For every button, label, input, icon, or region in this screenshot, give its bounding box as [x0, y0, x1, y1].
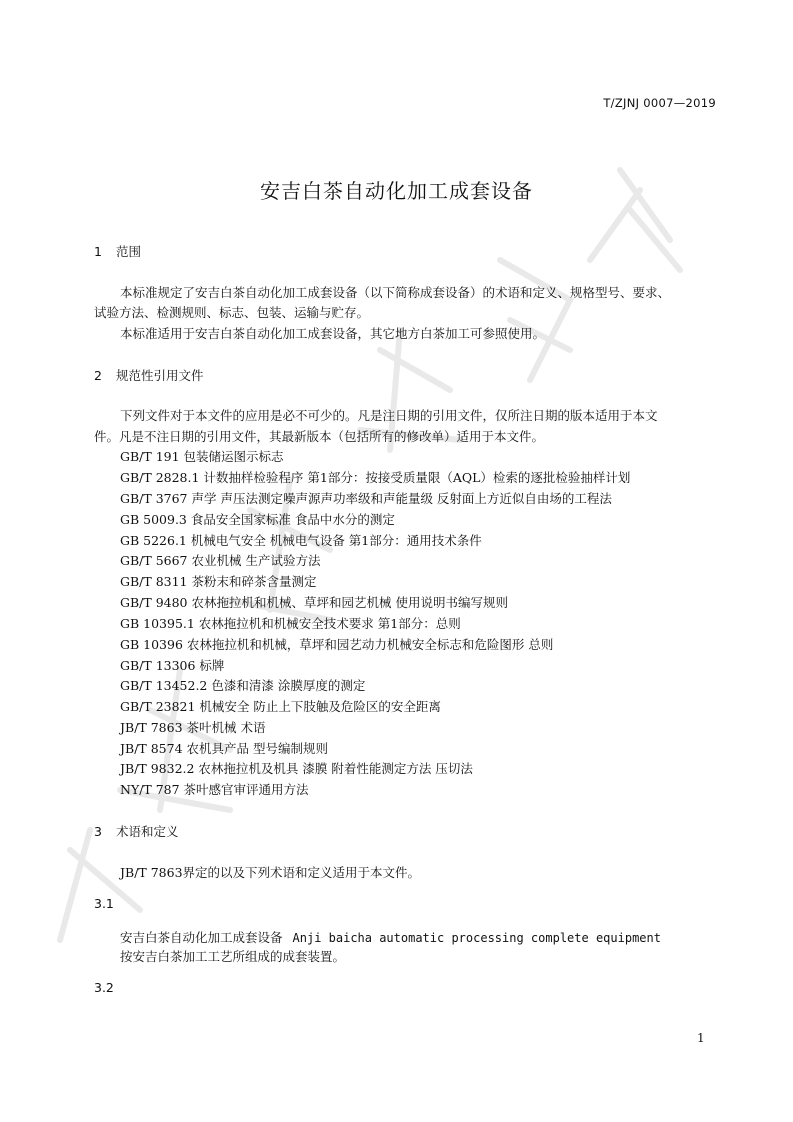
section-heading-terms [94, 822, 179, 840]
term-definition: 按安吉白茶加工工艺所组成的成套装置。 [120, 949, 346, 964]
term-name-zh: 安吉白茶自动化加工成套设备 [120, 930, 283, 945]
reference-item: JB/T 7863 茶叶机械 术语 [120, 720, 266, 735]
section-number: 2 [94, 368, 102, 383]
scope-para1-line2: 试验方法、检测规则、标志、包装、运输与贮存。 [94, 305, 370, 320]
normative-intro-line1: 下列文件对于本文件的应用是必不可少的。凡是注日期的引用文件，仅所注日期的版本适用于本文 [120, 408, 658, 423]
scope-para1-line1: 本标准规定了安吉白茶自动化加工成套设备（以下简称成套设备）的术语和定义、规格型号、要求、 [120, 285, 671, 300]
document-title: 安吉白茶自动化加工成套设备 [260, 179, 533, 203]
reference-item: GB/T 8311 茶粉末和碎茶含量测定 [120, 574, 317, 589]
term-name-en: Anji baicha automatic processing complete equipment [292, 931, 661, 945]
reference-item: JB/T 8574 农机具产品 型号编制规则 [120, 741, 328, 756]
reference-item: GB/T 2828.1 计数抽样检验程序 第1部分：按接受质量限（AQL）检索的逐批检验抽样计划 [120, 470, 631, 485]
reference-item: GB 5226.1 机械电气安全 机械电气设备 第1部分：通用技术条件 [120, 533, 482, 548]
section-number: 1 [94, 244, 102, 259]
reference-item: GB/T 191 包装储运图示标志 [120, 449, 284, 464]
term-title [120, 928, 661, 946]
section-title: 范围 [116, 244, 142, 259]
reference-item: GB 10396 农林拖拉机和机械，草坪和园艺动力机械安全标志和危险图形 总则 [120, 637, 554, 652]
section-number: 3 [94, 824, 102, 839]
reference-item: GB/T 5667 农业机械 生产试验方法 [120, 553, 321, 568]
section-title: 术语和定义 [116, 824, 179, 839]
reference-item: NY/T 787 茶叶感官审评通用方法 [120, 782, 309, 797]
section-title: 规范性引用文件 [116, 368, 204, 383]
reference-item: GB 10395.1 农林拖拉机和机械安全技术要求 第1部分：总则 [120, 616, 461, 631]
reference-item: GB 5009.3 食品安全国家标准 食品中水分的测定 [120, 512, 395, 527]
reference-item: GB/T 3767 声学 声压法测定噪声源声功率级和声能量级 反射面上方近似自由场的工程法 [120, 491, 612, 506]
terms-intro: JB/T 7863界定的以及下列术语和定义适用于本文件。 [120, 865, 421, 880]
standard-code: T/ZJNJ 0007—2019 [603, 96, 716, 110]
term-number: 3.1 [94, 896, 114, 911]
reference-item: GB/T 13306 标牌 [120, 658, 225, 673]
reference-item: GB/T 23821 机械安全 防止上下肢触及危险区的安全距离 [120, 699, 441, 714]
page-number: 1 [697, 1031, 705, 1045]
section-heading-normative [94, 366, 204, 384]
section-heading-scope [94, 242, 141, 260]
term-number: 3.2 [94, 980, 114, 995]
reference-item: JB/T 9832.2 农林拖拉机及机具 漆膜 附着性能测定方法 压切法 [120, 761, 473, 776]
normative-intro-line2: 件。凡是不注日期的引用文件，其最新版本（包括所有的修改单）适用于本文件。 [94, 429, 545, 444]
reference-item: GB/T 9480 农林拖拉机和机械、草坪和园艺机械 使用说明书编写规则 [120, 595, 508, 610]
scope-para2: 本标准适用于安吉白茶自动化加工成套设备，其它地方白茶加工可参照使用。 [120, 326, 546, 341]
reference-item: GB/T 13452.2 色漆和清漆 涂膜厚度的测定 [120, 678, 366, 693]
